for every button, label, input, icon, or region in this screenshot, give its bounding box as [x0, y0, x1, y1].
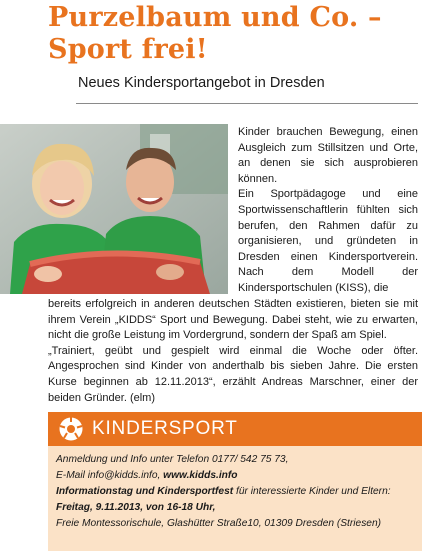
headline-line-2: Sport frei!: [48, 34, 208, 65]
paragraph-1: Kinder brauchen Bewegung, einen Ausgleich zum Stillsitzen und Orte, an denen sie sich ausprobieren können.: [238, 126, 418, 185]
paragraph-2: Ein Sportpädagoge und eine Sportwissenschaftlerin fühlten sich berufen, den Rahmen dafür zu organisieren, und gründeten in Dresden einen Kindersportverein. Nach dem Modell der Kindersportschulen (KISS), die: [238, 188, 418, 294]
article-photo: [0, 124, 228, 294]
photo-illustration: [0, 124, 228, 294]
article-headline: [48, 2, 418, 66]
website-link[interactable]: www.kidds.info: [163, 470, 238, 481]
headline-line-1: Purzelbaum und Co. –: [48, 2, 382, 33]
infobox-line-date: [56, 500, 418, 516]
infobox-line-address: Freie Montessorischule, Glashütter Straße10, 01309 Dresden (Striesen): [56, 518, 382, 529]
article-text-right-column: [238, 125, 418, 297]
infobox-header: [48, 412, 422, 446]
infobox-line-email: [56, 468, 418, 484]
article-text-full-width: [48, 297, 418, 406]
event-title: Informationstag und Kindersportfest: [56, 486, 234, 497]
subtitle-divider: [76, 103, 418, 104]
infobox-line-event: [56, 484, 418, 500]
paragraph-3: bereits erfolgreich in anderen deutschen Städten existieren, bieten sie mit ihrem Verein „KIDDS“ Sport und Bewegung. Dabei steht, wie zu erwarten, nicht die große Leistung im Vordergrund, sondern der Spaß am Spiel.: [48, 298, 418, 342]
email-text: E-Mail info@kidds.info,: [56, 470, 164, 481]
ball-icon: [58, 416, 84, 442]
infobox-line-phone: Anmeldung und Info unter Telefon 0177/ 542 75 73,: [56, 454, 289, 465]
event-date: Freitag, 9.11.2013, von 16-18 Uhr,: [56, 502, 216, 513]
infobox-body: [56, 452, 418, 532]
kindersport-infobox: [48, 412, 422, 551]
paragraph-4: „Trainiert, geübt und gespielt wird einmal die Woche oder öfter. Angesprochen sind Kinder von anderthalb bis sieben Jahre. Die ersten Kurse beginnen ab 12.11.2013“, erzählt Andreas Marschner, einer der beiden Gründer. (elm): [48, 344, 418, 404]
infobox-title: KINDERSPORT: [92, 418, 238, 439]
event-audience: für interessierte Kinder und Eltern:: [233, 486, 391, 497]
article-subtitle: Neues Kindersportangebot in Dresden: [78, 75, 325, 91]
